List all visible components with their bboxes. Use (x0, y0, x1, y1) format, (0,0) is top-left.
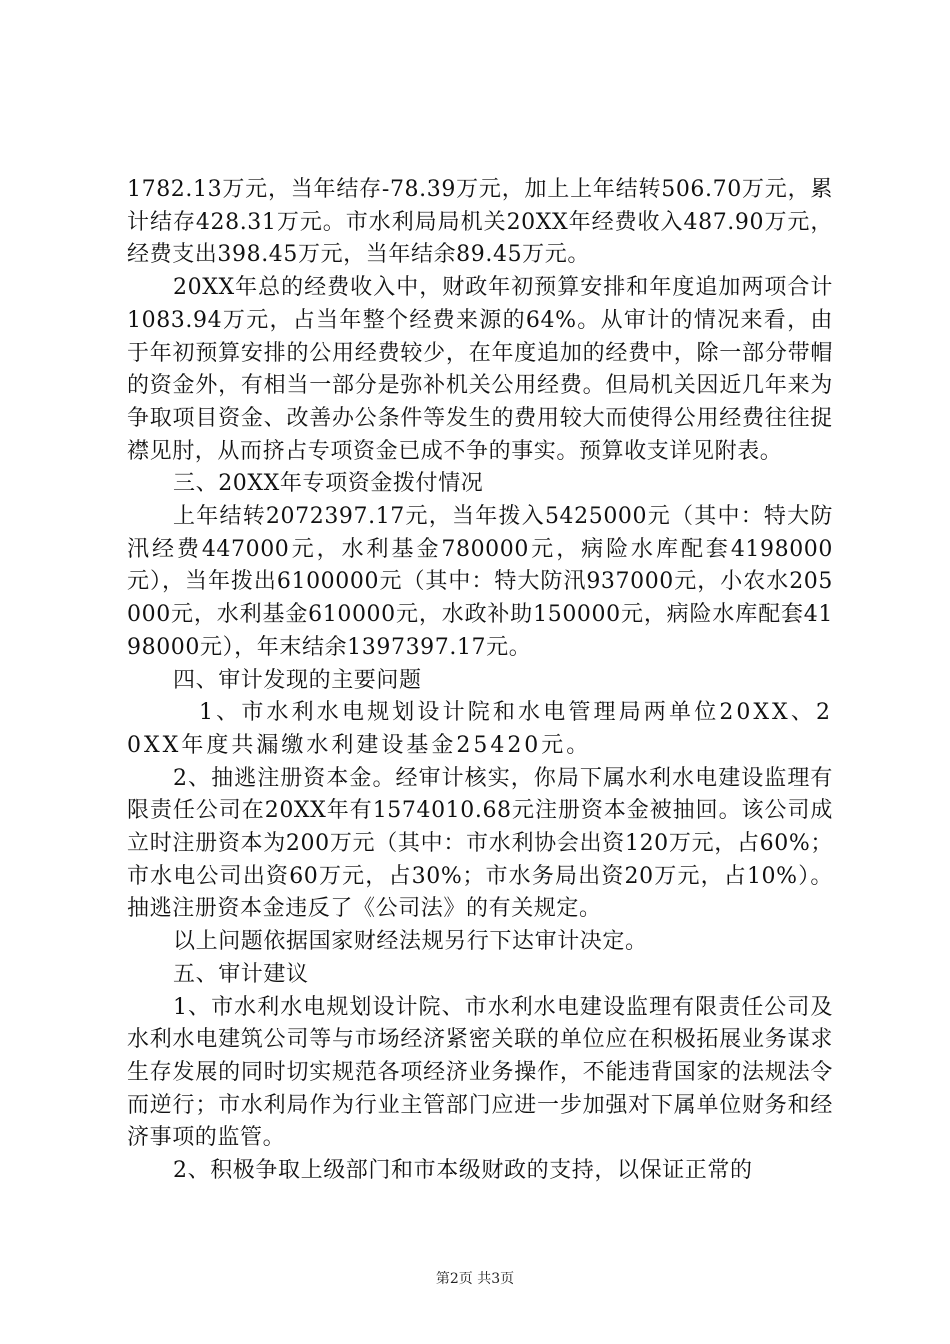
section-heading-main-issues: 四、审计发现的主要问题 (173, 667, 422, 693)
paragraph-suggestion-1: 1、市水利水电规划设计院、市水利水电建设监理有限责任公司及水利水电建筑公司等与市场经济紧密关联的单位应在积极拓展业务谋求生存发展的同时切实规范各项经济业务操作，不能违背国家的法规法令而逆行；市水利局作为行业主管部门应进一步加强对下属单位财务和经济事项的监管。 (127, 994, 833, 1151)
paragraph-special-funds-detail: 上年结转2072397.17元，当年拨入5425000元（其中：特大防汛经费447000元，水利基金780000元，病险水库配套4198000元），当年拨出6100000元（其中：特大防汛937000元，小农水205000元，水利基金610000元，水政补助150000元，病险水库配套4198000元），年末结余1397397.17元。 (127, 504, 833, 660)
section-heading-special-funds: 三、20XX年专项资金拨付情况 (173, 471, 484, 497)
paragraph-issue-1: 1、市水利水电规划设计院和水电管理局两单位20XX、20XX年度共漏缴水利建设基金25420元。 (127, 700, 833, 758)
section-heading-audit-suggestions: 五、审计建议 (173, 961, 309, 987)
paragraph-issue-2: 2、抽逃注册资本金。经审计核实，你局下属水利水电建设监理有限责任公司在20XX年有1574010.68元注册资本金被抽回。该公司成立时注册资本为200万元（其中：市水利协会出资120万元，占60%；市水电公司出资60万元，占30%；市水务局出资20万元，占10%）。抽逃注册资本金违反了《公司法》的有关规定。 (127, 765, 833, 922)
document-body (127, 174, 833, 1188)
paragraph-funding-analysis: 20XX年总的经费收入中，财政年初预算安排和年度追加两项合计1083.94万元，占当年整个经费来源的64%。从审计的情况来看，由于年初预算安排的公用经费较少，在年度追加的经费中，除一部分带帽的资金外，有相当一部分是弥补机关公用经费。但局机关因近几年来为争取项目资金、改善办公条件等发生的费用较大而使得公用经费往往捉襟见肘，从而挤占专项资金已成不争的事实。预算收支详见附表。 (127, 275, 833, 464)
paragraph-audit-decision-note: 以上问题依据国家财经法规另行下达审计决定。 (173, 929, 648, 955)
paragraph-budget-summary-continued: 1782.13万元，当年结存-78.39万元，加上上年结转506.70万元，累计结存428.31万元。市水利局局机关20XX年经费收入487.90万元，经费支出398.45万元，当年结余89.45万元。 (127, 177, 833, 268)
paragraph-suggestion-2: 2、积极争取上级部门和市本级财政的支持，以保证正常的 (173, 1158, 753, 1184)
page-number-footer: 第2页 共3页 (435, 1271, 515, 1287)
